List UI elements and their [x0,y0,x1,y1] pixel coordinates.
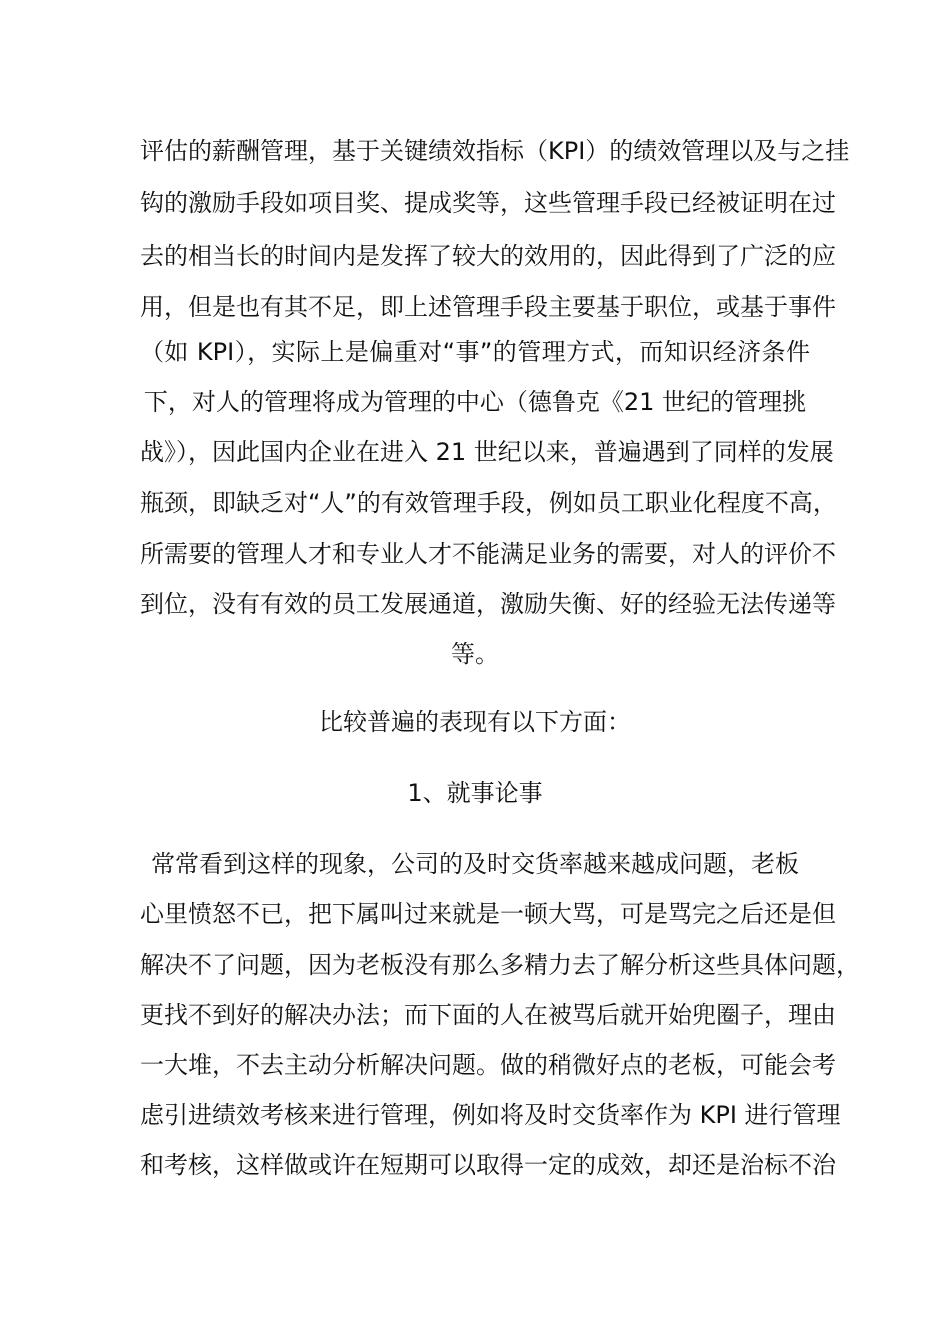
paragraph1-line-3: 去的相当长的时间内是发挥了较大的效用的，因此得到了广泛的应 [140,242,836,270]
paragraph2-line-1: 常常看到这样的现象，公司的及时交货率越来越成问题，老板 [151,850,799,878]
section-heading: 1、就事论事 [407,779,543,807]
paragraph2-line-6: 虑引进绩效考核来进行管理，例如将及时交货率作为 KPI 进行管理 [140,1101,841,1129]
paragraph1-line-1: 评估的薪酬管理，基于关键绩效指标（KPI）的绩效管理以及与之挂 [140,137,850,165]
paragraph2-line-3: 解决不了问题，因为老板没有那么多精力去了解分析这些具体问题， [140,951,860,979]
paragraph1-line-10: 到位，没有有效的员工发展通道，激励失衡、好的经验无法传递等 [140,590,836,618]
paragraph1-line-8: 瓶颈，即缺乏对“人”的有效管理手段，例如员工职业化程度不高， [140,489,837,517]
paragraph1-line-7: 战》），因此国内企业在进入 21 世纪以来，普遍遇到了同样的发展 [140,438,834,466]
paragraph1-line-11: 等。 [451,640,499,668]
paragraph2-line-4: 更找不到好的解决办法；而下面的人在被骂后就开始兜圈子，理由 [140,1001,836,1029]
paragraph1-line-2: 钩的激励手段如项目奖、提成奖等，这些管理手段已经被证明在过 [140,189,836,217]
paragraph1-line-6: 下，对人的管理将成为管理的中心（德鲁克《21 世纪的管理挑 [143,388,807,416]
intro-line: 比较普遍的表现有以下方面： [319,708,631,736]
paragraph2-line-7: 和考核，这样做或许在短期可以取得一定的成效，却还是治标不治 [140,1151,836,1179]
paragraph2-line-2: 心里愤怒不已，把下属叫过来就是一顿大骂，可是骂完之后还是但 [140,900,836,928]
paragraph1-line-5: （如 KPI），实际上是偏重对“事”的管理方式，而知识经济条件 [140,338,810,366]
paragraph1-line-9: 所需要的管理人才和专业人才不能满足业务的需要，对人的评价不 [140,540,836,568]
paragraph2-line-5: 一大堆，不去主动分析解决问题。做的稍微好点的老板，可能会考 [140,1051,836,1079]
paragraph1-line-4: 用，但是也有其不足，即上述管理手段主要基于职位，或基于事件 [140,293,836,321]
